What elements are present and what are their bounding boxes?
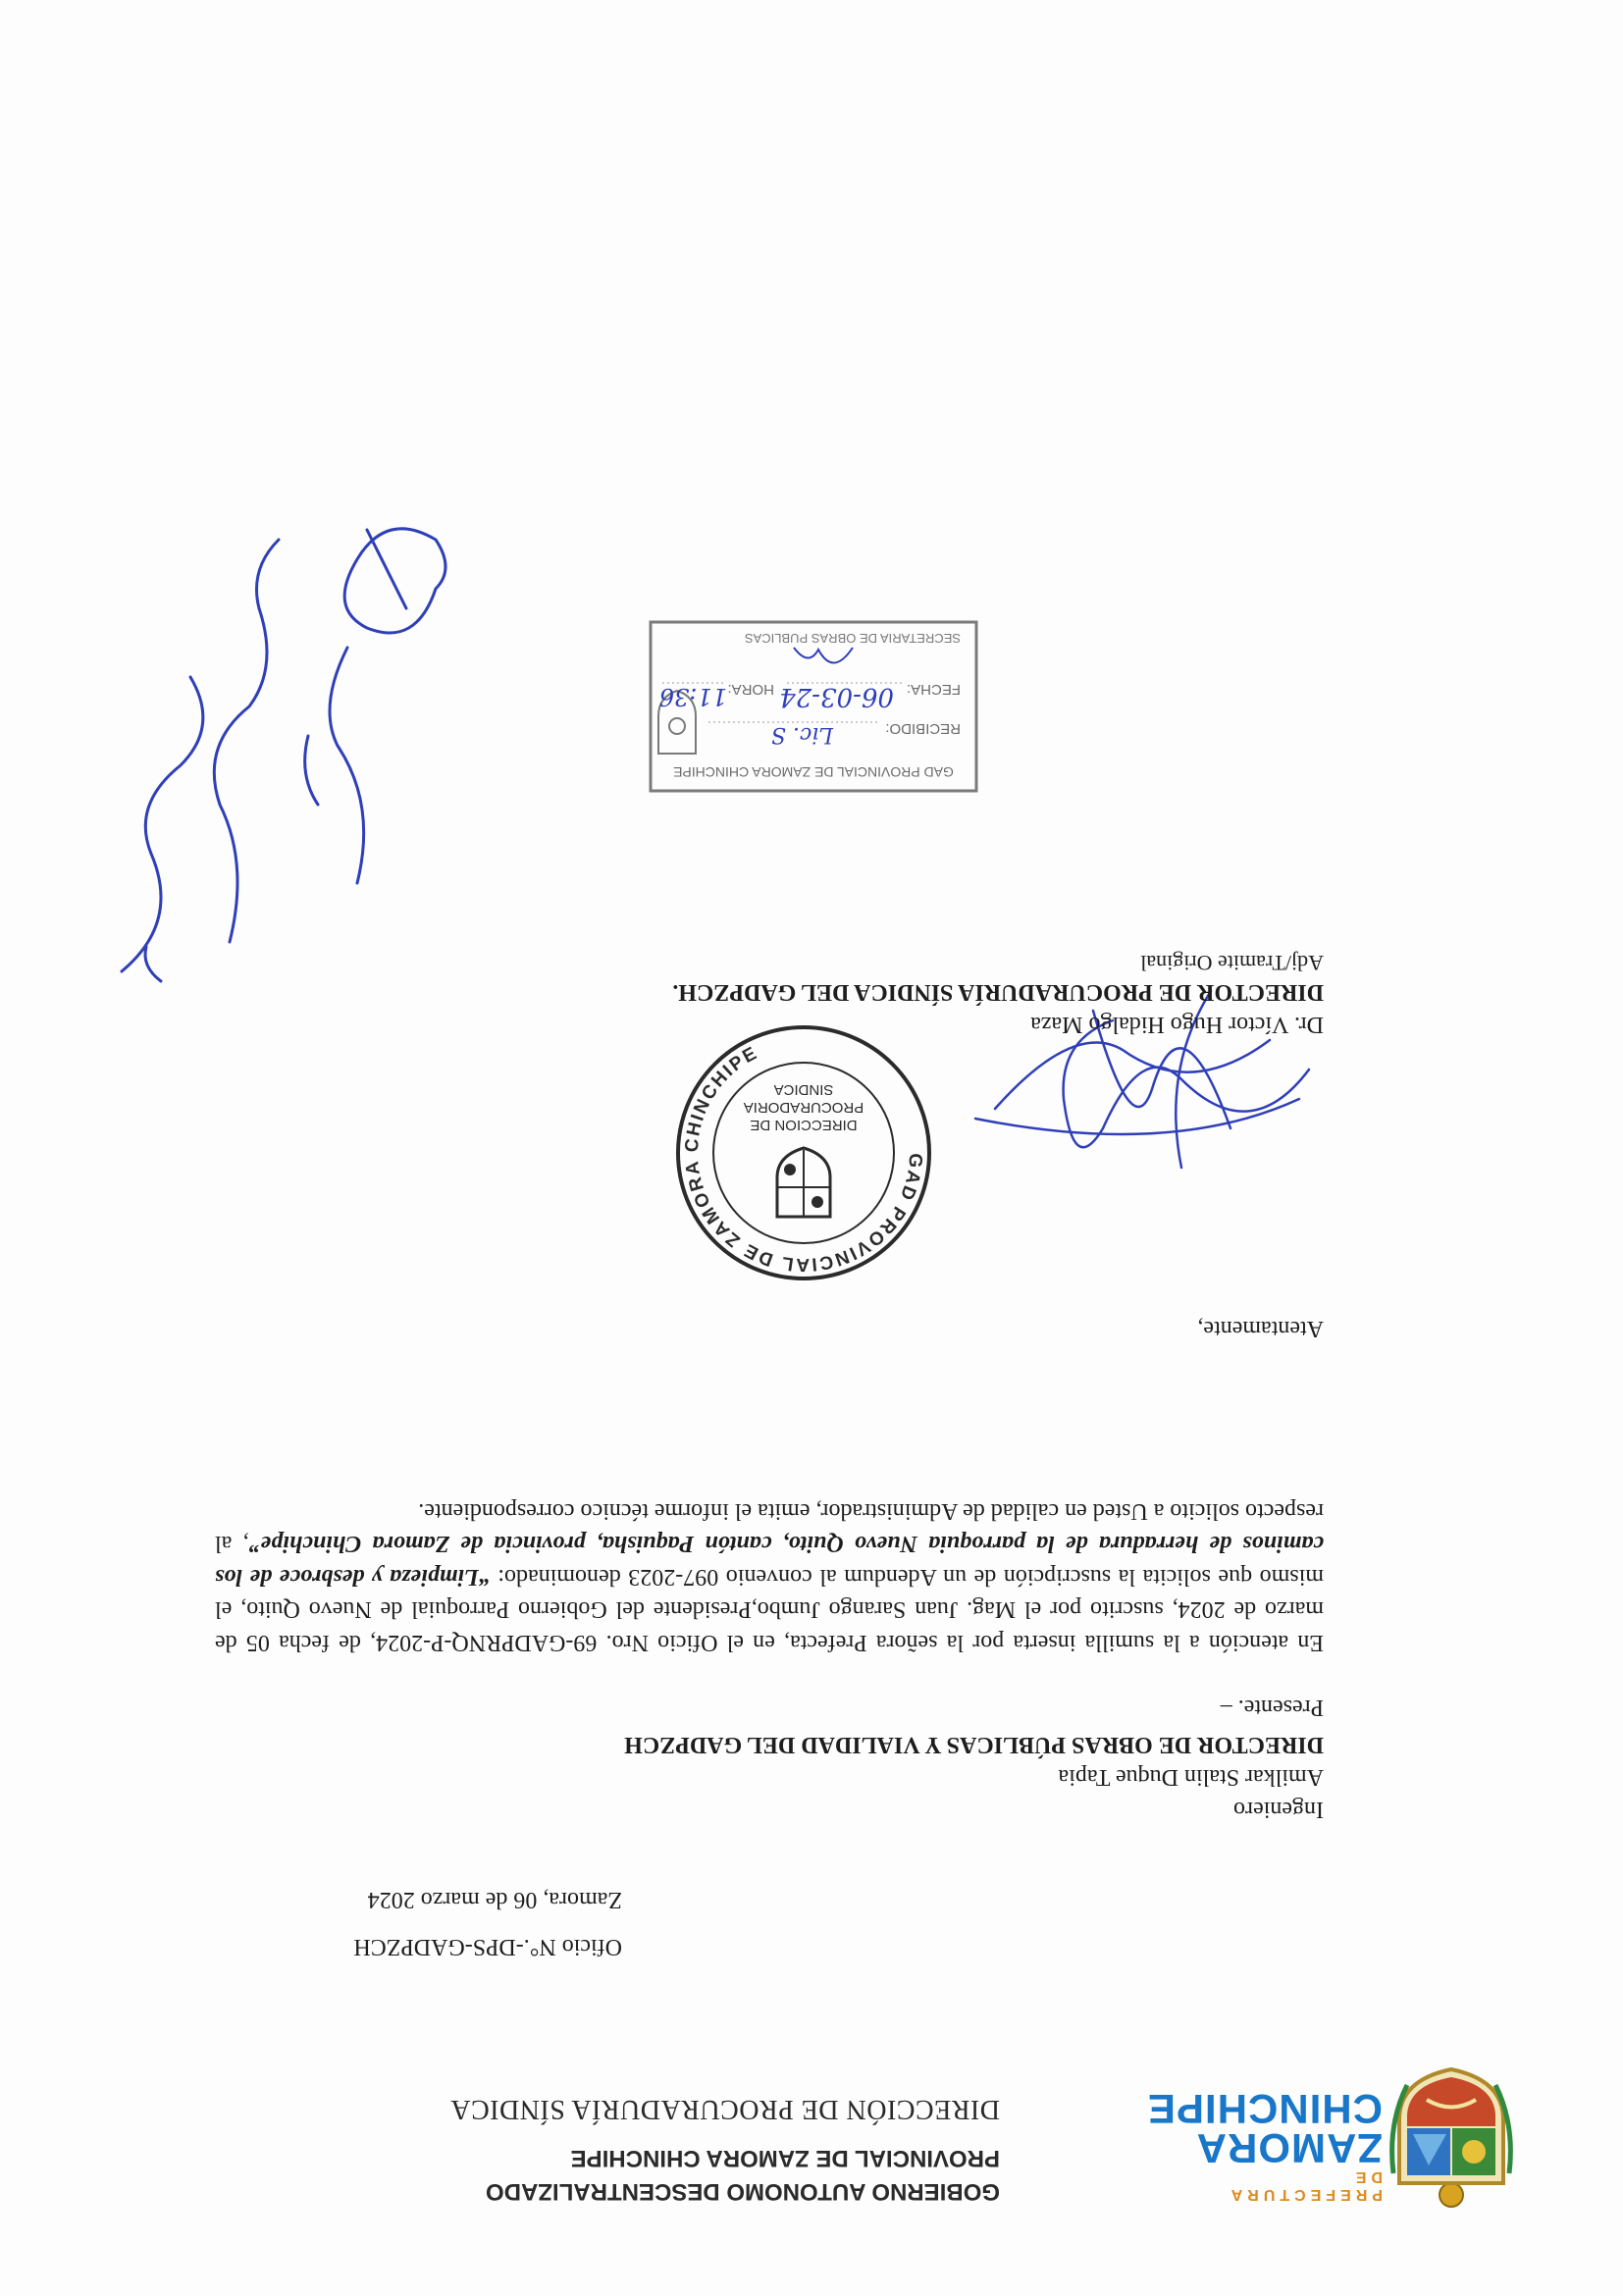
brand-wordmark <box>1146 2086 1383 2203</box>
place-date: Zamora, 06 de marzo 2024 <box>367 1887 622 1912</box>
stamp-recibido-label: RECIBIDO: <box>885 720 961 737</box>
stamp-footer: SECRETARIA DE OBRAS PUBLICAS <box>744 631 961 646</box>
annex-note: Adj/Tramite Original <box>1140 951 1324 975</box>
project-name: “Limpieza y desbroce de los caminos de herradura de la parroquia Nuevo Quito, cantón Paquisha, provincia de Zamora Chinchipe” <box>215 1531 1324 1590</box>
prefectura-logo <box>1146 2065 1515 2213</box>
body-text-part1: En atención a la sumilla inserta por la señora Prefecta, en el Oficio Nro. 69-GADPRNQ-P-2024, de fecha 05 de marzo de 2024, suscrito por el Mag. Juan Sarango Jumbo,Presidente del Gobierno Parroquial de Nuevo Quito, el mismo que solicita la suscripción de un Adendum al convenio 097-2023 denominado: <box>215 1564 1324 1655</box>
brand-line-2: CHINCHIPE <box>1146 2086 1383 2132</box>
stamp-hand-recibido: Lic. S <box>770 722 833 747</box>
body-paragraph <box>215 1494 1324 1659</box>
provincial-crest-icon <box>1387 2067 1515 2213</box>
reception-stamp <box>647 618 980 795</box>
brand-prefix: PREFECTURA DE <box>1227 2168 1383 2203</box>
stamp-hand-date: 06-03-24 <box>779 682 894 711</box>
department-title: DIRECCIÓN DE PROCURADURÍA SÍNDICA <box>449 2094 1000 2124</box>
handwritten-margin-annotation <box>63 491 475 1001</box>
org-line-1: GOBIERNO AUTONOMO DESCENTRALIZADO <box>485 2178 1000 2205</box>
stamp-hand-time: 11:36 <box>658 683 727 710</box>
recipient-name: Amilkar Stalin Duque Tapia <box>1058 1764 1324 1790</box>
signer-role: DIRECTOR DE PROCURADURÍA SÍNDICA DEL GADPZCH. <box>672 979 1324 1005</box>
organization-name <box>372 2141 1000 2208</box>
org-line-2: PROVINCIAL DE ZAMORA CHINCHIPE <box>570 2145 1000 2171</box>
closing: Atentamente, <box>1197 1316 1324 1341</box>
brand-line-1: ZAMORA <box>1195 2125 1383 2171</box>
official-round-seal <box>671 1020 936 1285</box>
stamp-hora-label: HORA: <box>727 681 774 698</box>
stamp-title: GAD PROVINCIAL DE ZAMORA CHINCHIPE <box>673 764 954 780</box>
signer-name: Dr. Víctor Hugo Hidalgo Maza <box>1030 1012 1324 1037</box>
seal-line-3: SINDICA <box>773 1081 834 1098</box>
body-text-part2: , al respecto solicito a Usted en calidad de Administrador, emita el informe técnico correspondiente. <box>215 1498 1324 1557</box>
seal-ring-text: GAD PROVINCIAL DE ZAMORA CHINCHIPE <box>681 1042 926 1276</box>
stamp-fecha-label: FECHA: <box>906 681 961 698</box>
seal-line-2: PROCURADORIA <box>743 1099 864 1116</box>
oficio-number: Oficio N°.-DPS-GADPZCH <box>353 1934 622 1959</box>
seal-emblem-icon <box>777 1148 830 1217</box>
recipient-role: DIRECTOR DE OBRAS PÚBLICAS Y VIALIDAD DEL GADPZCH <box>624 1732 1324 1757</box>
recipient-title: Ingeniero <box>1233 1797 1324 1822</box>
seal-line-1: DIRECCION DE <box>750 1117 858 1133</box>
greeting: Presente. – <box>1220 1695 1324 1720</box>
